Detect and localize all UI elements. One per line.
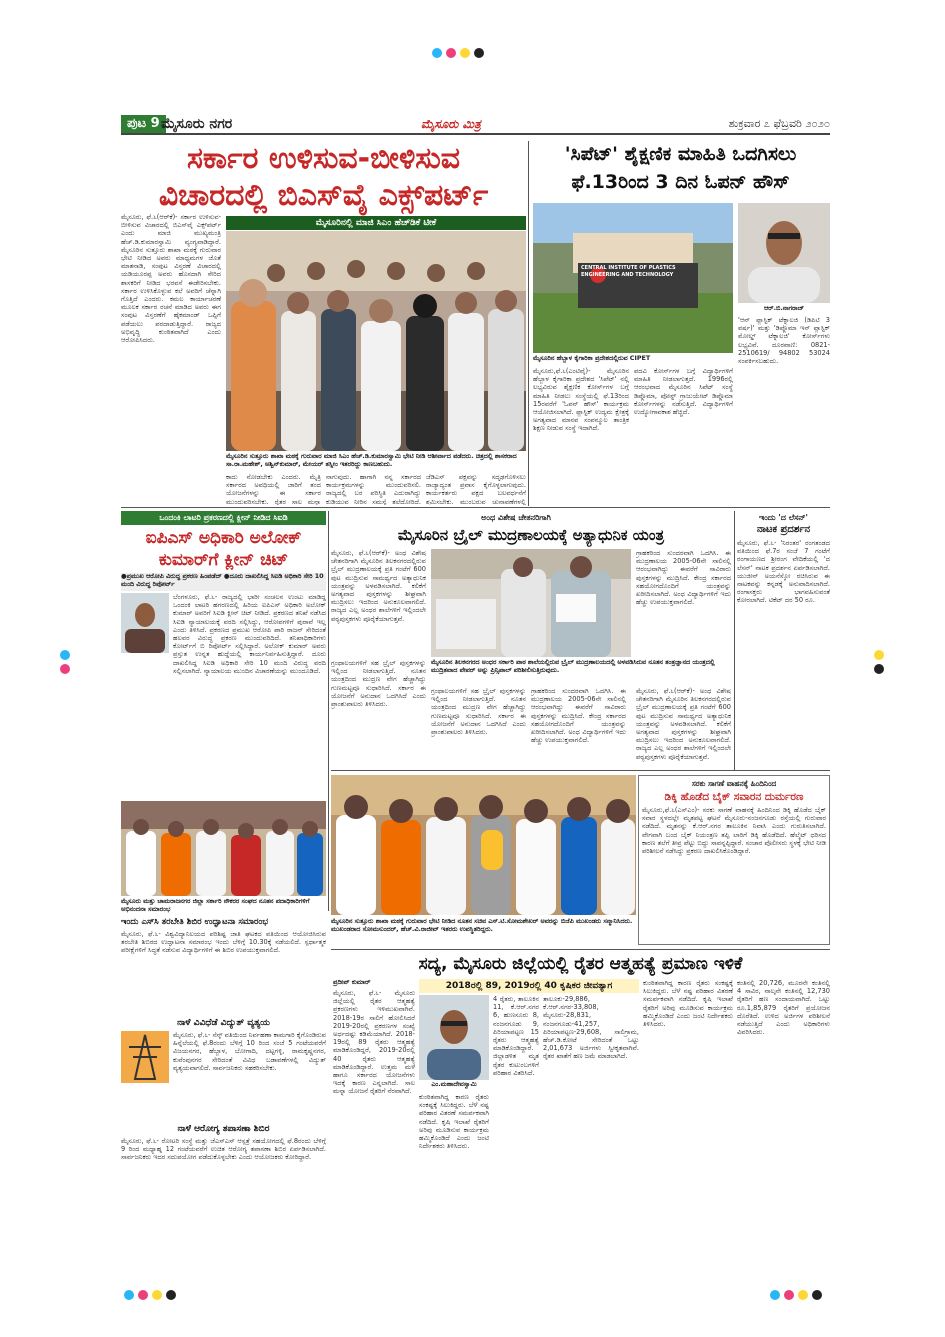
story1-column3: ನಾಗುವುದು. ಹಾಗಾಗಿ ನನ್ನ ಸರ್ಕಾರದ ಕಾರ್ಯಕ್ರಮಗಳನ್ನು ಮುಂದುವರಿಸಲಿ. ರಾಜ್ಯದಲ್ಲಿ ಬರ ಪರಿಸ್ಥಿತಿ ಎದುರಾಗಿದ್ದು ಕುಡಿಯುವ ನೀರಿನ ಸಮಸ್ಯೆ ತಲೆದೋರಿದೆ. bbox=[326, 473, 421, 505]
story3-body: ಬೆಂಗಳೂರು, ಫೆ.೬- ರಾಜ್ಯದಲ್ಲಿ ಭಾರೀ ಸಂಚಲನ ಉಂಟು ಮಾಡಿದ್ದ ಒಂದಂಕಿ ಲಾಟರಿ ಹಗರಣದಲ್ಲಿ ಹಿರಿಯ ಐಪಿಎಸ್ ಅಧಿಕಾರಿ ಅಲೋಕ್ ಕುಮಾರ್ ಅವರಿಗೆ ಸಿಐಡಿ ಕ್ಲೀನ್ ಚಿಟ್ ನೀಡಿದೆ. ಪ್ರಕರಣದ ತನಿಖೆ ನಡೆಸಿದ ಸಿಐಡಿ ನ್ಯಾಯಾಲಯಕ್ಕೆ ವರದಿ ಸಲ್ಲಿಸಿದ್ದು, ಆರೋಪಗಳಿಗೆ ಪುರಾವೆ ಇಲ್ಲ ಎಂದು ತಿಳಿಸಿದೆ. ಪ್ರಕರಣದ ಪ್ರಮುಖ ಆರೋಪಿ ಪಾರಿ ರಾಜನ್ ಸೇರಿದಂತೆ ಹಲವರ ವಿರುದ್ಧ ಪ್ರಕರಣ ಮುಂದುವರಿದಿದೆ. ತನಿಖಾಧಿಕಾರಿಗಳು ಕೋರ್ಟ್‌ಗೆ ಬಿ ರಿಪೋರ್ಟ್ ಸಲ್ಲಿಸಿದ್ದಾರೆ. ಅಲೋಕ್ ಕುಮಾರ್ ಅವರು ಪ್ರಸ್ತುತ ಉನ್ನತ ಹುದ್ದೆಯಲ್ಲಿ ಕಾರ್ಯನಿರ್ವಹಿಸುತ್ತಿದ್ದಾರೆ. ದೂರು ದಾಖಲಿಸಿದ್ದ ಸಿಐಡಿ ಅಧಿಕಾರಿ ಸೇರಿ 10 ಮಂದಿ ವಿರುದ್ಧ ವರದಿ ಸಲ್ಲಿಸಲಾಗಿದೆ. ನ್ಯಾಯಾಲಯ ಮುಂದಿನ ವಿಚಾರಣೆಯನ್ನು ಮುಂದೂಡಿದೆ. bbox=[173, 593, 326, 675]
story1-column1: ಮೈಸೂರು, ಫೆ.೬(ಆರ್‌ಕೆ)- ಸರ್ಕಾರ ಉಳಿಸುವ-ಬೀಳಿಸುವ ವಿಚಾರದಲ್ಲಿ ಬಿಎಸ್‌ವೈ ಎಕ್ಸ್‌ಪರ್ಟ್ ಎಂದು ಮಾಜಿ ಮುಖ್ಯಮಂತ್ರಿ ಹೆಚ್.ಡಿ.ಕುಮಾರಸ್ವಾಮಿ ವ್ಯಂಗ್ಯವಾಡಿದ್ದಾರೆ. ಮೈಸೂರಿನ ಸುತ್ತೂರು ಶಾಖಾ ಮಠಕ್ಕೆ ಗುರುವಾರ ಭೇಟಿ ನೀಡಿದ ಅವರು ಮಾಧ್ಯಮಗಳ ಜೊತೆ ಮಾತನಾಡಿ, ಸಂಪುಟ ವಿಸ್ತರಣೆ ವಿಚಾರದಲ್ಲಿ ಯಡಿಯೂರಪ್ಪ ಅವರು ಹೊಸದಾಗಿ ಸೇರಿದ ಶಾಸಕರಿಗೆ ನೀಡಿದ ಭರವಸೆ ಈಡೇರಿಸಬೇಕು. ಸರ್ಕಾರ ಉಳಿಸಿಕೊಳ್ಳುವ ಕಲೆ ಅವರಿಗೆ ಚೆನ್ನಾಗಿ ಗೊತ್ತಿದೆ ಎಂದರು. ಕಮಲ ಕಾರ್ಯಾಚರಣೆ ಮೂಲಕ ಸರ್ಕಾರ ರಚನೆ ಮಾಡಿದ ಅವರು ಈಗ ಸಂಪುಟ ವಿಸ್ತರಣೆಗೆ ಹೈಕಮಾಂಡ್ ಒಪ್ಪಿಗೆ ಪಡೆಯಲು ಪರದಾಡುತ್ತಿದ್ದಾರೆ. ರಾಜ್ಯದ ಅಭಿವೃದ್ಧಿ ಕುಂಠಿತವಾಗಿದೆ ಎಂದು ಆರೋಪಿಸಿದರು. bbox=[121, 213, 221, 345]
story5-kicker: ಇಂದು 'ದ ಲೆಸನ್' bbox=[759, 513, 808, 522]
braille-press-image bbox=[431, 549, 631, 657]
power-tower-photo bbox=[121, 1031, 169, 1083]
horizontal-divider-3 bbox=[331, 949, 830, 950]
story6-body2: ಮೈಸೂರು, ಫೆ.೬- ಸೆಸ್ಕ್ ವತಿಯಿಂದ ನಿರ್ವಹಣಾ ಕಾಮಗಾರಿ ಕೈಗೊಂಡಿರುವ ಹಿನ್ನೆಲೆಯಲ್ಲಿ ಫೆ.8ರಂದು ಬೆಳಿಗ್ಗೆ 10 ರಿಂದ ಸಂಜೆ 5 ಗಂಟೆಯವರೆಗೆ ವಿಜಯನಗರ, ಹೆಬ್ಬಾಳ, ಬೋಗಾದಿ, ದಟ್ಟಗಳ್ಳಿ, ರಾಮಕೃಷ್ಣನಗರ, ಕುವೆಂಪುನಗರ ಸೇರಿದಂತೆ ವಿವಿಧ ಬಡಾವಣೆಗಳಲ್ಲಿ ವಿದ್ಯುತ್ ವ್ಯತ್ಯಯವಾಗಲಿದೆ. ಸಾರ್ವಜನಿಕರು ಸಹಕರಿಸಬೇಕು. bbox=[173, 1031, 326, 1072]
horizontal-divider-1 bbox=[121, 507, 830, 508]
story8-column2b: ಕುಂಠಿತವಾಗಿದ್ದ ಕಾರಣ ರೈತರು ಸಂಕಷ್ಟಕ್ಕೆ ಸಿಲುಕಿದ್ದರು. ಬೆಳೆ ನಷ್ಟ ಪರಿಹಾರ ವಿತರಣೆ ಸಮರ್ಪಕವಾಗಿ ನಡೆದಿದೆ. ಕೃಷಿ ಇಲಾಖೆ ರೈತರಿಗೆ ಅರಿವು ಮೂಡಿಸುವ ಕಾರ್ಯಕ್ರಮ ಹಮ್ಮಿಕೊಂಡಿದೆ ಎಂದು ಜಂಟಿ ನಿರ್ದೇಶಕರು ತಿಳಿಸಿದರು. bbox=[419, 1093, 489, 1151]
story7-photo-caption: ಮೈಸೂರಿನ ಸುತ್ತೂರು ಶಾಖಾ ಮಠಕ್ಕೆ ಗುರುವಾರ ಭೇಟಿ ನೀಡಿದ ನೂತನ ಸಚಿವ ಎಸ್.ಟಿ.ಸೋಮಶೇಖರ್ ಅವರನ್ನು ಬಿಜೆಪಿ ಮುಖಂಡರು ಸನ್ಮಾನಿಸಿದರು. ಮುಖಂಡರಾದ ಸೋಮಸುಂದರ್, ಹೆಚ್.ವಿ.ರಾಜೀವ್ ಇತರರು ಉಪಸ್ಥಿತರಿದ್ದರು. bbox=[331, 918, 633, 933]
registration-mark-bottom-right-black bbox=[812, 1290, 822, 1300]
braille-press-photo bbox=[431, 549, 631, 657]
story1-photo-caption: ಮೈಸೂರಿನ ಸುತ್ತೂರು ಶಾಖಾ ಮಠಕ್ಕೆ ಗುರುವಾರ ಮಾಜಿ ಸಿಎಂ ಹೆಚ್.ಡಿ.ಕುಮಾರಸ್ವಾಮಿ ಭೇಟಿ ನೀಡಿ ಆಶೀರ್ವಾದ ಪಡೆದರು. ಚಿತ್ರದಲ್ಲಿ ಶಾಸಕರಾದ ಸಾ.ರಾ.ಮಹೇಶ್, ಅಶ್ವಿನ್‌ಕುಮಾರ್, ಮೇಯರ್ ತಸ್ನೀಂ ಇತರರಿದ್ದು ಕಾಣಬಹುದು. bbox=[226, 453, 517, 468]
story6-photo-caption: ಮೈಸೂರು ಮತ್ತು ಚಾಮರಾಜನಗರ ಜಿಲ್ಲಾ ಸರ್ಕಾರಿ ನೌಕರರ ಸಂಘದ ನೂತನ ಪದಾಧಿಕಾರಿಗಳಿಗೆ ಅಭಿನಂದನಾ ಸಮಾರಂಭ bbox=[121, 898, 310, 913]
registration-mark-bottom-right-magenta bbox=[784, 1290, 794, 1300]
story1-photo-tag: ಮೈಸೂರಿನಲ್ಲಿ ಮಾಜಿ ಸಿಎಂ ಹೆಚ್‌ಡಿಕೆ ಟೀಕೆ bbox=[226, 216, 526, 230]
story4-column5: ಗ್ರಾಹಕರಿಂದ ಸುಂದರವಾಗಿ ಒದಗಿಸಿ. ಈ ಮುದ್ರಣಾಲಯ 2005-06ನೇ ಸಾಲಿನಲ್ಲಿ ಆರಂಭವಾಗಿದ್ದು ಈವರೆಗೆ ಸಾವಿರಾರು ಪುಸ್ತಕಗಳನ್ನು ಮುದ್ರಿಸಿದೆ. ಕೇಂದ್ರ ಸರ್ಕಾರದ ಸಹಯೋಗದೊಂದಿಗೆ ಯಂತ್ರವನ್ನು ಖರೀದಿಸಲಾಗಿದೆ. ಅಂಧ ವಿದ್ಯಾರ್ಥಿಗಳಿಗೆ ಇದು ಹೆಚ್ಚು ಉಪಯುಕ್ತವಾಗಲಿದೆ. bbox=[531, 687, 626, 745]
alok-kumar-photo bbox=[121, 593, 169, 653]
story8-column2: 4 ರೈತರು, ತಾಲೂಕಿನ 11, ಕೆ.ಆರ್.ನಗರ 6, ಹುಣಸೂರು 8, ನಂಜನಗೂಡು 9, ಪಿರಿಯಾಪಟ್ಟಣ 15 ರೈತರು ಆತ್ಮಹತ್ಯೆ ಮಾಡಿಕೊಂಡಿದ್ದಾರೆ. ಜಿಲ್ಲಾಡಳಿತ ಮೃತ ರೈತರ ಕುಟುಂಬಗಳಿಗೆ ಪರಿಹಾರ ವಿತರಿಸಿದೆ. bbox=[493, 995, 539, 1077]
column-divider bbox=[528, 141, 529, 506]
story6-headline: ಇಂದು ಎಸ್‌ಸಿ ತರಬೇತಿ ಶಿಬಿರ ಉದ್ಘಾಟನಾ ಸಮಾರಂಭ bbox=[121, 917, 269, 927]
story8-headline: ಸದ್ಯ, ಮೈಸೂರು ಜಿಲ್ಲೆಯಲ್ಲಿ ರೈತರ ಆತ್ಮಹತ್ಯೆ ಪ್ರಮಾಣ ಇಳಿಕೆ bbox=[418, 954, 743, 974]
column-divider-2 bbox=[328, 511, 329, 911]
story3-bullets: ●ಪ್ರಮುಖ ಆರೋಪಿ ವಿರುದ್ಧ ಪ್ರಕರಣ ಹಿಂಪಡೆದ್ ●ದೂರು ದಾಖಲಿಸಿದ್ದ ಸಿಐಡಿ ಅಧಿಕಾರಿ ಸೇರಿ 10 ಮಂದಿ ವಿರುದ್ಧ ರಿಪೋರ್ಟ್ bbox=[121, 573, 326, 591]
story1-group-photo bbox=[226, 231, 526, 451]
story2-headline-line1: 'ಸಿಪೆಟ್' ಶೈಕ್ಷಣಿಕ ಮಾಹಿತಿ ಒದಗಿಸಲು bbox=[564, 143, 797, 165]
horizontal-divider-2 bbox=[331, 770, 830, 771]
story7-box-body: ಮೈಸೂರು,ಫೆ.೬(ಎಸ್‌ಎಂ)- ಸರಕು ಸಾಗಣೆ ವಾಹನಕ್ಕೆ ಹಿಂದಿನಿಂದ ಡಿಕ್ಕಿ ಹೊಡೆದ ಬೈಕ್ ಸವಾರ ಸ್ಥಳದಲ್ಲೇ ಮೃತಪಟ್ಟ ಘಟನೆ ಮೈಸೂರು-ನಂಜನಗೂಡು ರಸ್ತೆಯಲ್ಲಿ ಗುರುವಾರ ನಡೆದಿದೆ. ಮೃತನನ್ನು ಕೆ.ಆರ್.ನಗರ ತಾಲೂಕಿನ ನಿವಾಸಿ ಎಂದು ಗುರುತಿಸಲಾಗಿದೆ. ವೇಗವಾಗಿ ಬಂದ ಬೈಕ್ ನಿಯಂತ್ರಣ ತಪ್ಪಿ ಲಾರಿಗೆ ಡಿಕ್ಕಿ ಹೊಡೆದಿದೆ. ಹೆಲ್ಮೆಟ್ ಧರಿಸದ ಕಾರಣ ತಲೆಗೆ ತೀವ್ರ ಪೆಟ್ಟು ಬಿದ್ದು ಸಾವನ್ನಪ್ಪಿದ್ದಾರೆ. ಸಂಚಾರ ಪೊಲೀಸರು ಸ್ಥಳಕ್ಕೆ ಭೇಟಿ ನೀಡಿ ಪರಿಶೀಲನೆ ನಡೆಸಿದ್ದು ಪ್ರಕರಣ ದಾಖಲಿಸಿಕೊಂಡಿದ್ದಾರೆ. bbox=[642, 806, 826, 856]
registration-mark-top-cyan bbox=[432, 48, 442, 58]
masthead-logo: ಮೈಸೂರು ಮಿತ್ರ bbox=[421, 117, 481, 131]
story5-headline: ನಾಟಕ ಪ್ರದರ್ಶನ bbox=[756, 524, 811, 535]
story4-column1: ಮೈಸೂರು, ಫೆ.೬(ಆರ್‌ಕೆ)- ಅಂಧ ವಿಶೇಷ ಚೇತನರಿಗಾಗಿ ಮೈಸೂರಿನ ತಿಲಕನಗರದಲ್ಲಿರುವ ಬ್ರೈಲ್ ಮುದ್ರಣಾಲಯಕ್ಕೆ ಪ್ರತಿ ಗಂಟೆಗೆ 600 ಪುಟ ಮುದ್ರಿಸುವ ಸಾಮರ್ಥ್ಯದ ಅತ್ಯಾಧುನಿಕ ಯಂತ್ರವನ್ನು ಅಳವಡಿಸಲಾಗಿದೆ. ಕಲಿಕೆಗೆ ಅಗತ್ಯವಾದ ಪುಸ್ತಕಗಳನ್ನು ಶೀಘ್ರವಾಗಿ ಮುದ್ರಿಸಲು ಇದರಿಂದ ಅನುಕೂಲವಾಗಲಿದೆ. ರಾಜ್ಯದ ಎಲ್ಲ ಅಂಧರ ಶಾಲೆಗಳಿಗೆ ಇಲ್ಲಿಂದಲೇ ಪಠ್ಯಪುಸ್ತಕಗಳು ಪೂರೈಕೆಯಾಗುತ್ತವೆ. bbox=[331, 549, 426, 623]
minister-felicitation-photo bbox=[331, 775, 636, 915]
story6-subhead2: ನಾಳೆ ವಿವಿಧೆಡೆ ವಿದ್ಯುತ್ ವ್ಯತ್ಯಯ bbox=[177, 1018, 270, 1028]
registration-mark-left-magenta bbox=[60, 664, 70, 674]
registration-mark-top-black bbox=[474, 48, 484, 58]
story1-headline-line2: ವಿಚಾರದಲ್ಲಿ ಬಿಎಸ್‌ವೈ ಎಕ್ಸ್‌ಪರ್ಟ್ bbox=[158, 178, 489, 213]
registration-mark-bottom-right-cyan bbox=[770, 1290, 780, 1300]
cipet-photo-caption: ಮೈಸೂರಿನ ಹೆಬ್ಬಾಳ ಕೈಗಾರಿಕಾ ಪ್ರದೇಶದಲ್ಲಿರುವ CIPET bbox=[533, 355, 651, 362]
registration-mark-bottom-black bbox=[166, 1290, 176, 1300]
story3-headline-line1: ಐಪಿಎಸ್ ಅಧಿಕಾರಿ ಅಲೋಕ್ bbox=[145, 528, 302, 548]
registration-mark-bottom-magenta bbox=[138, 1290, 148, 1300]
newspaper-page bbox=[121, 113, 830, 1277]
issue-date: ಶುಕ್ರವಾರ ೭ ಫೆಬ್ರವರಿ ೨೦೨೦ bbox=[728, 117, 830, 130]
story2-column3: 'ಆನ್ ಪ್ಲಾಸ್ಟಿಕ್ ಟೆಕ್ನಾಲಜಿ (ಡಿಪಿಟಿ 3 ವರ್ಷ)' ಮತ್ತು 'ಡಿಪ್ಲೊಮಾ ಇನ್ ಪ್ಲಾಸ್ಟಿಕ್ ಮೋಲ್ಡ್ ಟೆಕ್ನಾಲಜಿ' ಕೋರ್ಸ್‌ಗಳು ಲಭ್ಯವಿವೆ. ದೂರವಾಣಿ: 0821- 2510619/ 94802 53024 ಸಂಪರ್ಕಿಸಬಹುದು. bbox=[738, 316, 830, 366]
felicitation-image bbox=[121, 801, 326, 896]
registration-mark-top-yellow bbox=[460, 48, 470, 58]
story2-column2: ಪದವಿ ಕೋರ್ಸ್‌ಗಳ ಬಗ್ಗೆ ವಿದ್ಯಾರ್ಥಿಗಳಿಗೆ ಮಾಹಿತಿ ನೀಡಲಾಗುತ್ತದೆ. 1996ರಲ್ಲಿ ಆರಂಭವಾದ ಮೈಸೂರಿನ ಸಿಪೆಟ್ ಸಂಸ್ಥೆ ಡಿಪ್ಲೊಮಾ, ಪೋಸ್ಟ್ ಗ್ರಾಜುಯೇಟ್ ಡಿಪ್ಲೊಮಾ ಕೋರ್ಸ್‌ಗಳನ್ನು ನಡೆಸುತ್ತಿದೆ. ವಿದ್ಯಾರ್ಥಿಗಳಿಗೆ ಉದ್ಯೋಗಾವಕಾಶ ಹೆಚ್ಚಿದೆ. bbox=[634, 367, 733, 417]
story4-kicker: ಅಂಧ ವಿಶೇಷ ಚೇತನರಿಗಾಗಿ bbox=[481, 513, 551, 522]
registration-mark-bottom-right-yellow bbox=[798, 1290, 808, 1300]
story8-column4: ಕುಂಠಿತವಾಗಿದ್ದ ಕಾರಣ ರೈತರು ಸಂಕಷ್ಟಕ್ಕೆ ಸಿಲುಕಿದ್ದರು. ಬೆಳೆ ನಷ್ಟ ಪರಿಹಾರ ವಿತರಣೆ ಸಮರ್ಪಕವಾಗಿ ನಡೆದಿದೆ. ಕೃಷಿ ಇಲಾಖೆ ರೈತರಿಗೆ ಅರಿವು ಮೂಡಿಸುವ ಕಾರ್ಯಕ್ರಮ ಹಮ್ಮಿಕೊಂಡಿದೆ ಎಂದು ಜಂಟಿ ನಿರ್ದೇಶಕರು ತಿಳಿಸಿದರು. bbox=[643, 979, 733, 1029]
story1-headline-line1: ಸರ್ಕಾರ ಉಳಿಸುವ-ಬೀಳಿಸುವ bbox=[186, 141, 461, 176]
group-photo-image bbox=[226, 231, 526, 451]
story8-column3: ತಾಲೂಕು-29,886, ಕೆ.ಆರ್.ನಗರ-33,808, ಮೈಸೂರು-28,831, ನಂಜನಗೂಡು-41,257, ಪಿರಿಯಾಪಟ್ಟಣ-29,608, ಸಾಲಿಗ್ರಾಮ, ಹೆಚ್.ಡಿ.ಕೋಟೆ ಸೇರಿದಂತೆ ಒಟ್ಟು 2,01,673 ಅರ್ಜಿಗಳು ಸ್ವೀಕೃತವಾಗಿವೆ. ರೈತರ ಖಾತೆಗೆ ಹಣ ಜಮೆ ಮಾಡಲಾಗಿದೆ. bbox=[543, 995, 639, 1061]
registration-mark-right-black bbox=[874, 664, 884, 674]
mahadevaswamy-caption: ಎಂ.ಮಹಾದೇವಸ್ವಾಮಿ bbox=[431, 1081, 477, 1088]
official-portrait-image bbox=[419, 995, 489, 1080]
story7-box-headline: ಡಿಕ್ಕಿ ಹೊಡೆದ ಬೈಕ್ ಸವಾರನ ದುರ್ಮರಣ bbox=[664, 791, 804, 803]
story2-headline-line2: ಫೆ.13ರಿಂದ 3 ದಿನ ಓಪನ್ ಹೌಸ್ bbox=[571, 171, 790, 193]
story6-body3: ಮೈಸೂರು, ಫೆ.೬- ರೋಟರಿ ಸಂಸ್ಥೆ ಮತ್ತು ಜೆಎಸ್‌ಎಸ್ ಆಸ್ಪತ್ರೆ ಸಹಯೋಗದಲ್ಲಿ ಫೆ.8ರಂದು ಬೆಳಿಗ್ಗೆ 9 ರಿಂದ ಮಧ್ಯಾಹ್ನ 12 ಗಂಟೆಯವರೆಗೆ ಉಚಿತ ಆರೋಗ್ಯ ತಪಾಸಣಾ ಶಿಬಿರ ಏರ್ಪಡಿಸಲಾಗಿದೆ. ಸಾರ್ವಜನಿಕರು ಇದರ ಸದುಪಯೋಗ ಪಡೆದುಕೊಳ್ಳಬೇಕು ಎಂದು ಆಯೋಜಕರು ಕೋರಿದ್ದಾರೆ. bbox=[121, 1137, 326, 1162]
mahadevaswamy-photo bbox=[419, 995, 489, 1080]
story4-column6: ಮೈಸೂರು, ಫೆ.೬(ಆರ್‌ಕೆ)- ಅಂಧ ವಿಶೇಷ ಚೇತನರಿಗಾಗಿ ಮೈಸೂರಿನ ತಿಲಕನಗರದಲ್ಲಿರುವ ಬ್ರೈಲ್ ಮುದ್ರಣಾಲಯಕ್ಕೆ ಪ್ರತಿ ಗಂಟೆಗೆ 600 ಪುಟ ಮುದ್ರಿಸುವ ಸಾಮರ್ಥ್ಯದ ಅತ್ಯಾಧುನಿಕ ಯಂತ್ರವನ್ನು ಅಳವಡಿಸಲಾಗಿದೆ. ಕಲಿಕೆಗೆ ಅಗತ್ಯವಾದ ಪುಸ್ತಕಗಳನ್ನು ಶೀಘ್ರವಾಗಿ ಮುದ್ರಿಸಲು ಇದರಿಂದ ಅನುಕೂಲವಾಗಲಿದೆ. ರಾಜ್ಯದ ಎಲ್ಲ ಅಂಧರ ಶಾಲೆಗಳಿಗೆ ಇಲ್ಲಿಂದಲೇ ಪಠ್ಯಪುಸ್ತಕಗಳು ಪೂರೈಕೆಯಾಗುತ್ತವೆ. bbox=[636, 687, 731, 761]
page-header bbox=[121, 113, 830, 135]
story6-body: ಮೈಸೂರು, ಫೆ.೬- ವಿಶ್ವವಿದ್ಯಾನಿಲಯದ ಪರಿಶಿಷ್ಟ ಜಾತಿ ಘಟಕದ ವತಿಯಿಂದ ಆಯೋಜಿಸಿರುವ ತರಬೇತಿ ಶಿಬಿರದ ಉದ್ಘಾಟನಾ ಸಮಾರಂಭ ಇಂದು ಬೆಳಿಗ್ಗೆ 10.30ಕ್ಕೆ ನಡೆಯಲಿದೆ. ಸ್ಪರ್ಧಾತ್ಮಕ ಪರೀಕ್ಷೆಗಳಿಗೆ ಸಿದ್ಧತೆ ನಡೆಸುವ ವಿದ್ಯಾರ್ಥಿಗಳಿಗೆ ಈ ಶಿಬಿರ ಉಪಯುಕ್ತವಾಗಲಿದೆ. bbox=[121, 930, 326, 955]
story1-column2: ಕಾದು ನೋಡಬೇಕು ಎಂದರು. ಮೈತ್ರಿ ಸರ್ಕಾರದ ಅವಧಿಯಲ್ಲಿ ಜಾರಿಗೆ ತಂದ ಯೋಜನೆಗಳನ್ನು ಈ ಸರ್ಕಾರ ಮುಂದುವರಿಸಬೇಕು. ರೈತರ ಸಾಲ ಮನ್ನಾ bbox=[226, 473, 321, 505]
story4-column3: ಗ್ರಾಹಕರಿಂದ ಸುಂದರವಾಗಿ ಒದಗಿಸಿ. ಈ ಮುದ್ರಣಾಲಯ 2005-06ನೇ ಸಾಲಿನಲ್ಲಿ ಆರಂಭವಾಗಿದ್ದು ಈವರೆಗೆ ಸಾವಿರಾರು ಪುಸ್ತಕಗಳನ್ನು ಮುದ್ರಿಸಿದೆ. ಕೇಂದ್ರ ಸರ್ಕಾರದ ಸಹಯೋಗದೊಂದಿಗೆ ಯಂತ್ರವನ್ನು ಖರೀದಿಸಲಾಗಿದೆ. ಅಂಧ ವಿದ್ಯಾರ್ಥಿಗಳಿಗೆ ಇದು ಹೆಚ್ಚು ಉಪಯುಕ್ತವಾಗಲಿದೆ. bbox=[636, 549, 731, 607]
column-divider-3 bbox=[734, 511, 735, 771]
story8-column5: ಕಂತಿನಲ್ಲಿ 20,726, ಮೂರನೇ ಕಂತಿನಲ್ಲಿ 4 ಸಾವಿರ, ನಾಲ್ಕನೇ ಕಂತಿನಲ್ಲಿ 12,730 ರೈತರಿಗೆ ಹಣ ಸಂದಾಯವಾಗಿದೆ. ಒಟ್ಟು ರೂ.1,85,879 ರೈತರಿಗೆ ಪ್ರಯೋಜನ ದೊರೆತಿದೆ. ಉಳಿದ ಅರ್ಜಿಗಳ ಪರಿಶೀಲನೆ ನಡೆಯುತ್ತಿದೆ ಎಂದು ಅಧಿಕಾರಿಗಳು ವಿವರಿಸಿದರು. bbox=[737, 979, 830, 1037]
story8-column1: ಮೈಸೂರು, ಫೆ.೬- ಮೈಸೂರು ಜಿಲ್ಲೆಯಲ್ಲಿ ರೈತರ ಆತ್ಮಹತ್ಯೆ ಪ್ರಕರಣಗಳು ಇಳಿಮುಖವಾಗಿವೆ. 2018-19ರ ಸಾಲಿಗೆ ಹೋಲಿಸಿದರೆ 2019-20ರಲ್ಲಿ ಪ್ರಕರಣಗಳ ಸಂಖ್ಯೆ ಅರ್ಧದಷ್ಟು ಕಡಿಮೆಯಾಗಿದೆ. 2018-19ರಲ್ಲಿ 89 ರೈತರು ಆತ್ಮಹತ್ಯೆ ಮಾಡಿಕೊಂಡಿದ್ದರೆ, 2019-20ರಲ್ಲಿ 40 ರೈತರು ಆತ್ಮಹತ್ಯೆ ಮಾಡಿಕೊಂಡಿದ್ದಾರೆ. ಉತ್ತಮ ಮಳೆ ಹಾಗೂ ಸರ್ಕಾರದ ಯೋಜನೆಗಳು ಇದಕ್ಕೆ ಕಾರಣ ಎನ್ನಲಾಗಿದೆ. ಸಾಲ ಮನ್ನಾ ಯೋಜನೆ ರೈತರಿಗೆ ನೆರವಾಗಿದೆ. bbox=[333, 989, 415, 1096]
portrait-image bbox=[738, 203, 830, 303]
story4-headline: ಮೈಸೂರಿನ ಬ್ರೈಲ್ ಮುದ್ರಣಾಲಯಕ್ಕೆ ಅತ್ಯಾಧುನಿಕ ಯಂತ್ರ bbox=[397, 526, 665, 544]
story5-body: ಮೈಸೂರು, ಫೆ.೬- 'ನಿರಂತರ' ರಂಗತಂಡದ ವತಿಯಿಂದ ಫೆ.7ರ ಸಂಜೆ 7 ಗಂಟೆಗೆ ರಂಗಾಯಣದ ಶ್ರೀರಂಗ ವೇದಿಕೆಯಲ್ಲಿ 'ದ ಲೆಸನ್' ನಾಟಕ ಪ್ರದರ್ಶನ ಏರ್ಪಡಿಸಲಾಗಿದೆ. ಯುಜೀನ್ ಅಯನೆಸ್ಕೋ ರಚಿಸಿರುವ ಈ ನಾಟಕವನ್ನು ಕನ್ನಡಕ್ಕೆ ಅನುವಾದಿಸಲಾಗಿದೆ. ರಂಗಾಸಕ್ತರು ಭಾಗವಹಿಸುವಂತೆ ಕೋರಲಾಗಿದೆ. ಟಿಕೆಟ್ ದರ 50 ರೂ. bbox=[737, 539, 830, 605]
power-tower-icon bbox=[121, 1031, 169, 1083]
story8-subhead: 2018ರಲ್ಲಿ 89, 2019ರಲ್ಲಿ 40 ಕೃಷಿಕರ ಜೀವತ್ಯಾಗ bbox=[419, 979, 639, 993]
officer-portrait-image bbox=[121, 593, 169, 653]
registration-mark-top-magenta bbox=[446, 48, 456, 58]
story8-byline: ಪ್ರದೀಪ್ ಕುಮಾರ್ bbox=[333, 979, 371, 986]
story4-column4: ಗ್ರಂಥಾಲಯಗಳಿಗೆ ಸಹ ಬ್ರೈಲ್ ಪುಸ್ತಕಗಳನ್ನು ಇಲ್ಲಿಂದ ನೀಡಲಾಗುತ್ತಿದೆ. ನೂತನ ಯಂತ್ರದಿಂದ ಮುದ್ರಣ ವೇಗ ಹೆಚ್ಚಾಗಿದ್ದು ಗುಣಮಟ್ಟವೂ ಸುಧಾರಿಸಿದೆ. ಸರ್ಕಾರ ಈ ಯೋಜನೆಗೆ ಅನುದಾನ ಒದಗಿಸಿದೆ ಎಂದು ಪ್ರಾಂಶುಪಾಲರು ತಿಳಿಸಿದರು. bbox=[431, 687, 526, 737]
page-number: ಪುಟ 9 bbox=[121, 115, 166, 133]
story1-column4: ಜೆಡಿಎಸ್ ಪಕ್ಷವನ್ನು ಸದೃಢಗೊಳಿಸಲು ರಾಜ್ಯಾದ್ಯಂತ ಪ್ರವಾಸ ಕೈಗೊಳ್ಳಲಾಗುವುದು. ಕಾರ್ಯಕರ್ತರು ಪಕ್ಷದ ಬಲವರ್ಧನೆಗೆ ಶ್ರಮಿಸಬೇಕು. ಮುಂಬರುವ ಚುನಾವಣೆಗಳಲ್ಲಿ bbox=[426, 473, 526, 505]
portrait-caption: ಆರ್.ಬಿ.ನಾಗರಾಜ್ bbox=[763, 305, 805, 312]
portrait-photo bbox=[738, 203, 830, 303]
cipet-sign-text: CENTRAL INSTITUTE OF PLASTICS ENGINEERING AND TECHNOLOGY bbox=[581, 265, 676, 278]
registration-mark-bottom-yellow bbox=[152, 1290, 162, 1300]
association-felicitation-photo bbox=[121, 801, 326, 896]
registration-mark-right-yellow bbox=[874, 650, 884, 660]
story3-headline-line2: ಕುಮಾರ್‌ಗೆ ಕ್ಲೀನ್ ಚಿಟ್ bbox=[158, 550, 289, 570]
minister-felicitation-image bbox=[331, 775, 636, 915]
story2-column1: ಮೈಸೂರು,ಫೆ.೬(ಎಂಟಿವೈ)- ಮೈಸೂರಿನ ಹೆಬ್ಬಾಳ ಕೈಗಾರಿಕಾ ಪ್ರದೇಶದ 'ಸಿಪೆಟ್' ನಲ್ಲಿ ಲಭ್ಯವಿರುವ ಶೈಕ್ಷಣಿಕ ಕೋರ್ಸ್‌ಗಳ ಬಗ್ಗೆ ಮಾಹಿತಿ ನೀಡಲು ಸಂಸ್ಥೆಯಲ್ಲಿ ಫೆ.13ರಿಂದ 15ರವರೆಗೆ 'ಓಪನ್ ಹೌಸ್' ಕಾರ್ಯಕ್ರಮ ಆಯೋಜಿಸಲಾಗಿದೆ. ಪ್ಲಾಸ್ಟಿಕ್ ಉದ್ಯಮ ಕ್ಷೇತ್ರಕ್ಕೆ ಅಗತ್ಯವಾದ ಮಾನವ ಸಂಪನ್ಮೂಲ ತಾಂತ್ರಿಕ ಶಿಕ್ಷಣ ನೀಡುವ ಸಂಸ್ಥೆ ಇದಾಗಿದೆ. bbox=[533, 367, 629, 433]
story6-subhead3: ನಾಳೆ ಆರೋಗ್ಯ ತಪಾಸಣಾ ಶಿಬಿರ bbox=[177, 1124, 270, 1134]
section-name: ಮೈಸೂರು ನಗರ bbox=[161, 116, 233, 132]
story4-column2: ಗ್ರಂಥಾಲಯಗಳಿಗೆ ಸಹ ಬ್ರೈಲ್ ಪುಸ್ತಕಗಳನ್ನು ಇಲ್ಲಿಂದ ನೀಡಲಾಗುತ್ತಿದೆ. ನೂತನ ಯಂತ್ರದಿಂದ ಮುದ್ರಣ ವೇಗ ಹೆಚ್ಚಾಗಿದ್ದು ಗುಣಮಟ್ಟವೂ ಸುಧಾರಿಸಿದೆ. ಸರ್ಕಾರ ಈ ಯೋಜನೆಗೆ ಅನುದಾನ ಒದಗಿಸಿದೆ ಎಂದು ಪ್ರಾಂಶುಪಾಲರು ತಿಳಿಸಿದರು. bbox=[331, 659, 426, 709]
registration-mark-bottom-cyan bbox=[124, 1290, 134, 1300]
story4-photo-caption: ಮೈಸೂರಿನ ತಿಲಕನಗರದ ಅಂಧರ ಸರ್ಕಾರಿ ಪಾಠ ಶಾಲೆಯಲ್ಲಿರುವ ಬ್ರೈಲ್ ಮುದ್ರಣಾಲಯದಲ್ಲಿ ಅಳವಡಿಸಿರುವ ನೂತನ ತಂತ್ರಜ್ಞಾನದ ಯಂತ್ರದಲ್ಲಿ ಮುದ್ರಿತವಾದ ಪೇಪರ್ ಅನ್ನು ಪ್ರಿನ್ಸಿಪಾಲ್ ಪರಿಶೀಲಿಸುತ್ತಿರುವುದು. bbox=[431, 659, 715, 674]
story3-kicker: ಒಂದಂಕಿ ಲಾಟರಿ ಪ್ರಕರಣದಲ್ಲಿ ಕ್ಲೀನ್ ನೀಡಿದ ಸಿಐಡಿ bbox=[121, 511, 326, 525]
registration-mark-left-cyan bbox=[60, 650, 70, 660]
story7-box-kicker: ಸರಕು ಸಾಗಣೆ ವಾಹನಕ್ಕೆ ಹಿಂದಿನಿಂದ bbox=[691, 779, 777, 788]
